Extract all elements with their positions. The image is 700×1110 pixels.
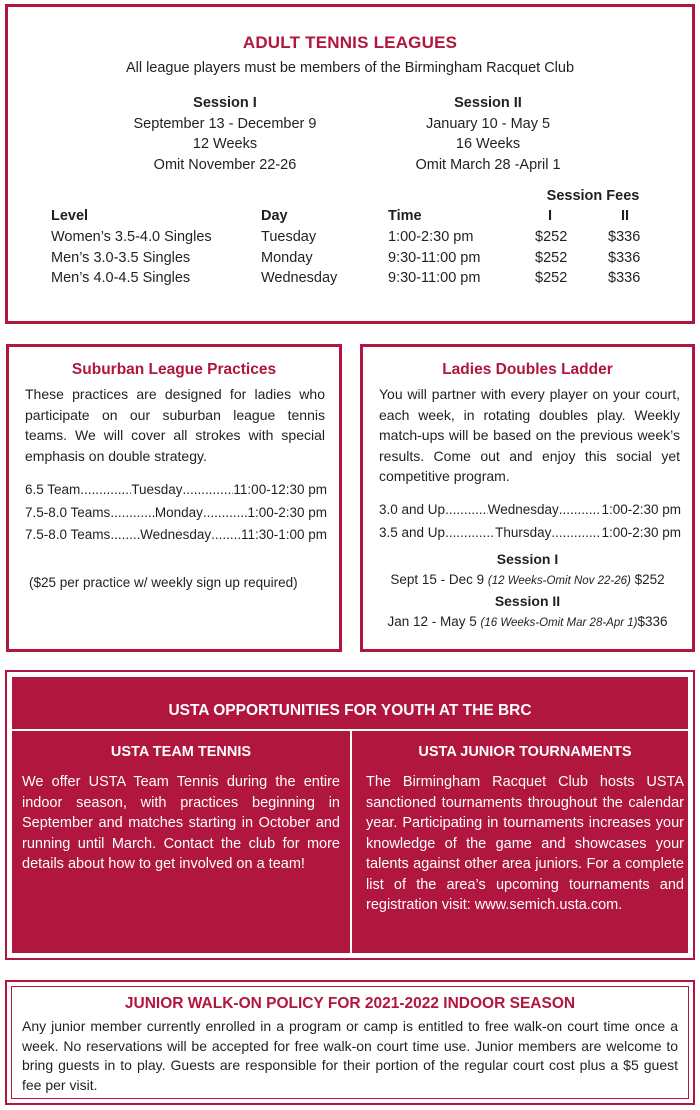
junior-policy-outer-frame: [5, 980, 695, 1105]
schedule-level: 3.0 and Up: [379, 502, 446, 517]
dot-leader: [551, 522, 601, 545]
row-day: Wednesday: [261, 270, 338, 286]
list-item: [25, 502, 327, 525]
session-2-omit: Omit March 28 -April 1: [415, 156, 561, 173]
column-fee-1: I: [548, 208, 553, 224]
ladies-session-2-dates: Jan 12 - May 5: [387, 614, 477, 629]
row-fee-1: $252: [535, 249, 568, 266]
session-1-name: Session I: [193, 95, 257, 111]
column-fee-2: II: [621, 208, 630, 224]
schedule-day: Wednesday: [487, 502, 559, 517]
ladies-session-2-details: [363, 614, 692, 629]
row-level: Women’s 3.5-4.0 Singles: [51, 229, 212, 245]
ladies-title: Ladies Doubles Ladder: [442, 361, 613, 378]
usta-tournaments-title: USTA JUNIOR TOURNAMENTS: [418, 744, 632, 760]
dot-leader: [110, 502, 155, 525]
list-item: [379, 499, 681, 522]
row-fee-2: $336: [608, 270, 641, 286]
session-1-dates: September 13 - December 9: [133, 115, 317, 132]
suburban-title: Suburban League Practices: [71, 361, 277, 378]
ladies-session-1-price: $252: [634, 572, 665, 587]
usta-team-tennis: [22, 744, 340, 875]
row-day: Tuesday: [261, 229, 317, 245]
schedule-day: Wednesday: [140, 527, 212, 542]
row-time: 1:00-2:30 pm: [388, 229, 474, 245]
list-item: [25, 524, 327, 547]
dot-leader: [80, 479, 131, 502]
adult-leagues-title: ADULT TENNIS LEAGUES: [242, 33, 458, 52]
row-level: Men’s 3.0-3.5 Singles: [51, 249, 191, 266]
dot-leader: [559, 499, 602, 522]
usta-divider-vertical: [350, 729, 352, 953]
adult-leagues-box: [5, 4, 695, 324]
ladies-session-1-details: [363, 572, 692, 587]
dot-leader: [445, 499, 488, 522]
dot-leader: [203, 502, 248, 525]
usta-title: USTA OPPORTUNITIES FOR YOUTH AT THE BRC: [168, 702, 532, 719]
session-1-info: [95, 93, 355, 175]
usta-tournaments-text: The Birmingham Racquet Club hosts USTA sanctioned tournaments throughout the calendar year. Participating in tournaments increases your knowledge of the game and showcases your talents against other area juniors. For a complete list of the area’s upcoming tournaments and registration visit: www.semich.usta.com.: [366, 774, 684, 913]
suburban-schedule: [25, 479, 327, 547]
row-fee-1: $252: [535, 270, 568, 286]
schedule-day: Tuesday: [131, 482, 183, 497]
ladies-schedule: [379, 499, 681, 544]
adult-leagues-subtitle: All league players must be members of the Birmingham Racquet Club: [125, 60, 575, 76]
schedule-time: 1:00-2:30 pm: [601, 524, 681, 540]
junior-policy-box: [11, 986, 689, 1099]
schedule-day: Monday: [154, 504, 203, 520]
ladies-session-2-price: $336: [637, 614, 668, 629]
column-level: Level: [51, 208, 89, 224]
row-fee-2: $336: [608, 249, 641, 266]
suburban-description: These practices are designed for ladies who participate on our suburban league tennis teams. We will cover all strokes with special emphasis on double strategy.: [25, 386, 325, 464]
usta-team-title: USTA TEAM TENNIS: [110, 744, 252, 760]
usta-outer-frame: [5, 670, 695, 960]
ladies-session-2-name: Session II: [494, 593, 561, 609]
column-day: Day: [261, 208, 288, 224]
ladies-session-1-dates: Sept 15 - Dec 9: [390, 572, 485, 587]
dot-leader: [211, 524, 241, 547]
ladies-description: You will partner with every player on your court, each week, in rotating doubles play. Weekly match-ups will be based on the previous week’s results. Come out and enjoy this social yet competitive program.: [379, 386, 680, 484]
schedule-level: 6.5 Team: [25, 482, 81, 497]
row-level: Men’s 4.0-4.5 Singles: [51, 270, 191, 286]
schedule-level: 3.5 and Up: [379, 524, 446, 540]
schedule-level: 7.5-8.0 Teams: [25, 527, 111, 542]
row-fee-2: $336: [608, 229, 641, 245]
usta-box: [12, 677, 688, 953]
ladies-session-2-detail: (16 Weeks-Omit Mar 28-Apr 1): [480, 617, 638, 629]
schedule-level: 7.5-8.0 Teams: [25, 504, 111, 520]
suburban-price-note: ($25 per practice w/ weekly sign up required): [29, 575, 298, 590]
session-1-weeks: 12 Weeks: [192, 136, 258, 152]
schedule-day: Thursday: [495, 524, 552, 540]
ladies-session-1-name: Session I: [496, 551, 559, 567]
suburban-practices-box: [6, 344, 342, 652]
column-time: Time: [388, 208, 422, 224]
list-item: [379, 522, 681, 545]
schedule-time: 1:00-2:30 pm: [601, 502, 681, 517]
dot-leader: [110, 524, 140, 547]
ladies-session-1-detail: (12 Weeks-Omit Nov 22-26): [487, 575, 631, 587]
schedule-time: 1:00-2:30 pm: [247, 504, 327, 520]
list-item: [25, 479, 327, 502]
ladies-ladder-box: [360, 344, 695, 652]
dot-leader: [183, 479, 234, 502]
usta-junior-tournaments: [366, 744, 684, 916]
schedule-time: 11:30-1:00 pm: [240, 527, 327, 542]
dot-leader: [445, 522, 495, 545]
session-2-name: Session II: [454, 95, 522, 111]
session-fees-header: Session Fees: [546, 188, 640, 204]
session-2-info: [358, 93, 618, 175]
row-fee-1: $252: [535, 229, 568, 245]
row-time: 9:30-11:00 pm: [388, 249, 481, 266]
session-1-omit: Omit November 22-26: [153, 156, 297, 173]
schedule-time: 11:00-12:30 pm: [233, 482, 327, 497]
row-time: 9:30-11:00 pm: [388, 270, 481, 286]
row-day: Monday: [261, 249, 313, 266]
session-2-dates: January 10 - May 5: [425, 115, 551, 132]
session-2-weeks: 16 Weeks: [455, 136, 521, 152]
junior-policy-text: Any junior member currently enrolled in a program or camp is entitled to free walk-on court time once a week. No reservations will be accepted for free walk-on court time use. Junior members are welcome to bring guests in to play. Guests are responsible for their portion of the regular court cost plus a $5 guest fee per visit.: [22, 1018, 678, 1093]
usta-team-text: We offer USTA Team Tennis during the entire indoor season, with practices beginning in September and matches starting in October and running until March. Contact the club for more details about how to get involved on a team!: [22, 774, 340, 872]
junior-policy-title: JUNIOR WALK-ON POLICY FOR 2021-2022 INDOOR SEASON: [124, 995, 576, 1012]
